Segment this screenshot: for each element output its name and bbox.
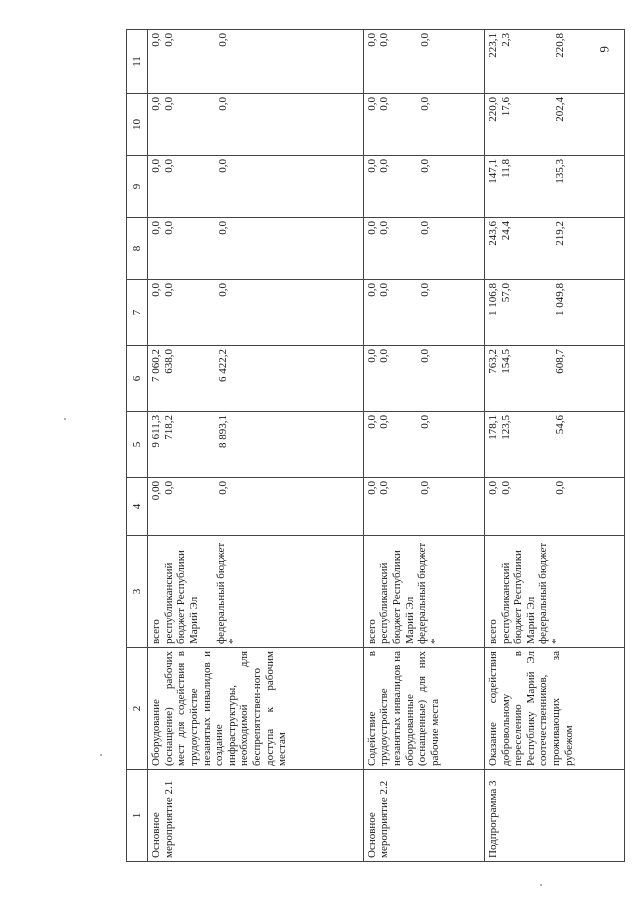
- value-regional: 718,2: [162, 415, 175, 440]
- section-title: Основное мероприятие 2.1: [148, 770, 364, 862]
- value-regional: 0,0: [378, 159, 391, 173]
- value-regional: 638,0: [162, 349, 175, 374]
- value-total: 9 611,3: [150, 415, 162, 448]
- value-regional: 17,6: [499, 97, 512, 117]
- value-total: 0,0: [365, 349, 378, 363]
- value-total: 0,0: [150, 221, 162, 235]
- value-total: 0,0: [365, 97, 378, 111]
- col8-values: [484, 218, 624, 280]
- value-federal: 0,0: [217, 481, 230, 495]
- value-federal: 54,6: [554, 415, 567, 435]
- value-regional: 0,0: [378, 415, 391, 429]
- source-total: всего: [365, 619, 378, 644]
- value-federal: 135,3: [554, 159, 567, 184]
- value-federal: 0,0: [217, 97, 230, 111]
- col4-values: [484, 478, 624, 536]
- col11-values: [484, 30, 624, 94]
- page-number: 6: [597, 46, 612, 53]
- value-total: 0,0: [365, 283, 378, 297]
- header-col-6: 6: [127, 346, 148, 412]
- value-total: 0,0: [365, 481, 378, 495]
- value-total: 0,0: [150, 159, 162, 173]
- value-federal: 8 893,1: [217, 415, 230, 448]
- value-total: 1 106,8: [486, 283, 499, 316]
- section-description: Оказание содействия добровольному переселению в Республику Марий Эл соотечественников, проживающих за рубежом: [484, 648, 624, 770]
- value-regional: 11,8: [499, 159, 512, 178]
- value-total: 0,0: [150, 33, 162, 47]
- section-row: [363, 30, 484, 862]
- value-regional: 0,0: [378, 481, 391, 495]
- col7-values: [148, 280, 364, 346]
- value-federal: 1 049,8: [554, 283, 567, 316]
- value-federal: 0,0: [419, 481, 432, 495]
- value-federal: 202,4: [554, 97, 567, 122]
- value-federal: 219,2: [554, 221, 567, 246]
- value-federal: 0,0: [419, 221, 432, 235]
- value-total: 220,0: [486, 97, 499, 122]
- value-regional: 0,0: [162, 97, 175, 111]
- col11-values: [148, 30, 364, 94]
- value-federal: 0,0: [217, 33, 230, 47]
- value-total: 0,00: [150, 481, 162, 501]
- value-federal: 0,0: [419, 159, 432, 173]
- header-row: [127, 30, 148, 862]
- header-col-2: 2: [127, 648, 148, 770]
- value-regional: 0,0: [162, 481, 175, 495]
- section-title: Основное мероприятие 2.2: [363, 770, 484, 862]
- value-total: 243,6: [486, 221, 499, 246]
- source-total: всего: [486, 619, 499, 644]
- col5-values: [484, 412, 624, 478]
- col10-values: [484, 94, 624, 156]
- scan-speck: [100, 754, 102, 756]
- source-federal: федеральный бюджет *: [416, 542, 442, 644]
- funding-sources: [484, 536, 624, 648]
- value-total: 178,1: [486, 415, 499, 440]
- col4-values: [148, 478, 364, 536]
- value-federal: 0,0: [217, 159, 230, 173]
- value-federal: 0,0: [419, 415, 432, 429]
- col9-values: [363, 156, 484, 218]
- header-col-4: 4: [127, 478, 148, 536]
- header-col-5: 5: [127, 412, 148, 478]
- source-total: всего: [150, 619, 162, 644]
- value-regional: 0,0: [378, 33, 391, 47]
- header-col-11: 11: [127, 30, 148, 94]
- col7-values: [363, 280, 484, 346]
- value-total: 0,0: [365, 221, 378, 235]
- value-total: 0,0: [150, 283, 162, 297]
- source-regional: республиканский бюджет Республики Марий Эл: [378, 550, 416, 644]
- section-row: [148, 30, 364, 862]
- value-regional: 0,0: [499, 481, 512, 495]
- value-total: 0,0: [150, 97, 162, 111]
- value-total: 763,2: [486, 349, 499, 374]
- col11-values: [363, 30, 484, 94]
- header-col-10: 10: [127, 94, 148, 156]
- value-total: 223,1: [486, 33, 499, 58]
- value-federal: 0,0: [217, 221, 230, 235]
- col9-values: [484, 156, 624, 218]
- value-federal: 6 422,2: [217, 349, 230, 382]
- source-regional: республиканский бюджет Республики Марий Эл: [162, 550, 200, 644]
- value-regional: 2,3: [499, 33, 512, 47]
- value-regional: 123,5: [499, 415, 512, 440]
- source-federal: федеральный бюджет *: [214, 542, 240, 644]
- value-regional: 0,0: [162, 283, 175, 297]
- rotated-table-container: [126, 30, 625, 862]
- header-col-9: 9: [127, 156, 148, 218]
- section-description: Оборудование (оснащение) рабочих мест для содействия в трудоустройстве незанятых инвалидов и создание инфраструктуры, необходимой для беспрепятствен-ного доступа к рабочим местам: [148, 648, 364, 770]
- value-regional: 0,0: [378, 97, 391, 111]
- col4-values: [363, 478, 484, 536]
- value-total: 7 060,2: [150, 349, 162, 382]
- source-federal: федеральный бюджет *: [537, 542, 563, 644]
- value-regional: 0,0: [162, 159, 175, 173]
- value-regional: 0,0: [378, 221, 391, 235]
- budget-table: [126, 29, 625, 862]
- value-federal: 0,0: [419, 33, 432, 47]
- value-federal: 220,8: [554, 33, 567, 58]
- section-title: Подпрограмма 3: [484, 770, 624, 862]
- section-row: [484, 30, 624, 862]
- funding-sources: [148, 536, 364, 648]
- col6-values: [148, 346, 364, 412]
- col8-values: [148, 218, 364, 280]
- value-federal: 0,0: [217, 283, 230, 297]
- value-regional: 24,4: [499, 221, 512, 241]
- col10-values: [363, 94, 484, 156]
- col6-values: [363, 346, 484, 412]
- value-regional: 0,0: [162, 33, 175, 47]
- value-total: 0,0: [486, 481, 499, 495]
- col9-values: [148, 156, 364, 218]
- value-federal: 0,0: [419, 97, 432, 111]
- value-regional: 154,5: [499, 349, 512, 374]
- scan-speck: [64, 418, 66, 420]
- source-regional: республиканский бюджет Республики Марий Эл: [499, 550, 537, 644]
- col6-values: [484, 346, 624, 412]
- value-federal: 0,0: [419, 349, 432, 363]
- value-federal: 608,7: [554, 349, 567, 374]
- col5-values: [363, 412, 484, 478]
- scan-speck: [540, 884, 542, 886]
- value-total: 0,0: [365, 159, 378, 173]
- col5-values: [148, 412, 364, 478]
- value-federal: 0,0: [419, 283, 432, 297]
- header-col-8: 8: [127, 218, 148, 280]
- value-regional: 57,0: [499, 283, 512, 303]
- header-col-1: 1: [127, 770, 148, 862]
- value-regional: 0,0: [162, 221, 175, 235]
- col7-values: [484, 280, 624, 346]
- col8-values: [363, 218, 484, 280]
- section-description: Содействие в трудоустройстве незанятых инвалидов на оборудованные (оснащенные) для них рабочие места: [363, 648, 484, 770]
- value-total: 147,1: [486, 159, 499, 184]
- col10-values: [148, 94, 364, 156]
- funding-sources: [363, 536, 484, 648]
- value-federal: 0,0: [554, 481, 567, 495]
- value-regional: 0,0: [378, 283, 391, 297]
- value-regional: 0,0: [378, 349, 391, 363]
- header-col-7: 7: [127, 280, 148, 346]
- value-total: 0,0: [365, 33, 378, 47]
- header-col-3: 3: [127, 536, 148, 648]
- value-total: 0,0: [365, 415, 378, 429]
